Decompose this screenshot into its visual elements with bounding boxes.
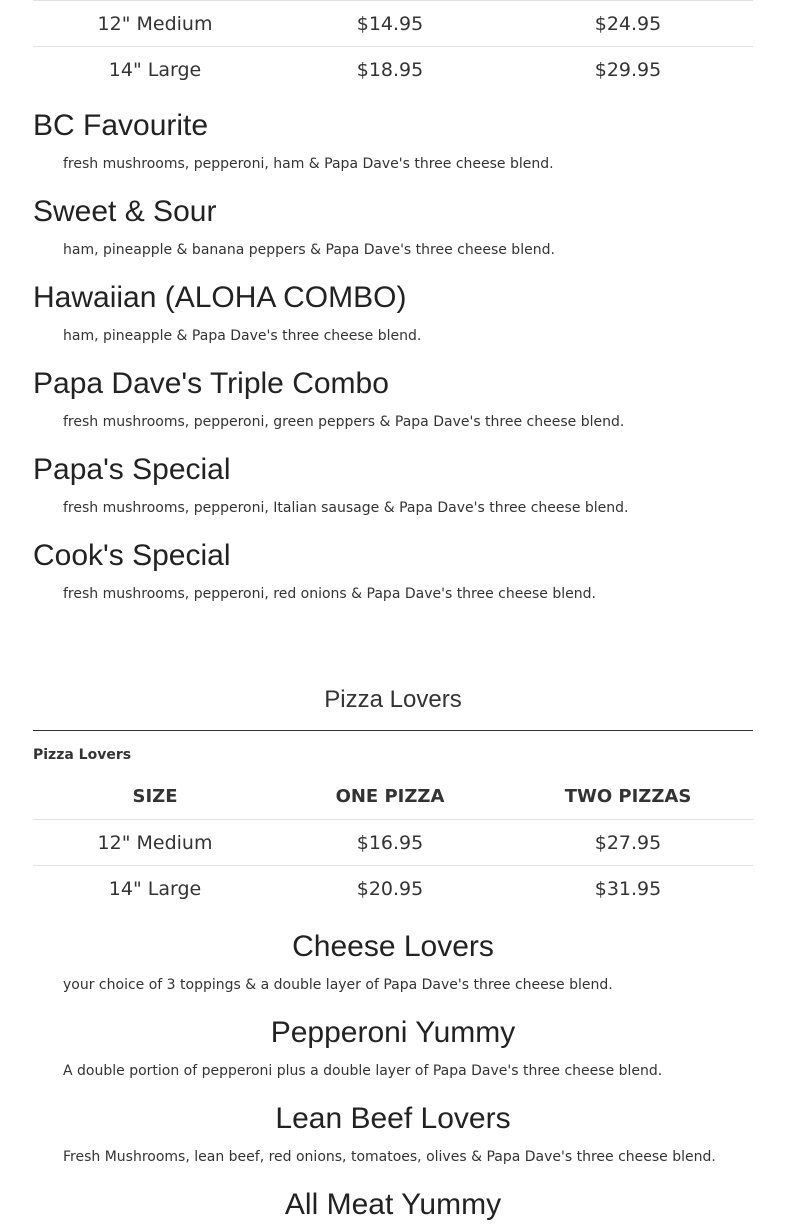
column-header-two-pizzas: TWO PIZZAS [564, 786, 692, 807]
menu-item-description: fresh mushrooms, pepperoni, red onions & Papa Dave's three cheese blend. [63, 586, 596, 602]
one-pizza-price: $14.95 [277, 1, 503, 47]
menu-item-description: A double portion of pepperoni plus a double layer of Papa Dave's three cheese blend. [63, 1063, 663, 1079]
two-pizzas-price: $29.95 [503, 47, 753, 93]
table-row [33, 866, 753, 912]
menu-item-description: ham, pineapple & Papa Dave's three cheese blend. [63, 328, 422, 344]
table-row [33, 47, 753, 93]
menu-item-description: fresh mushrooms, pepperoni, Italian sausage & Papa Dave's three cheese blend. [63, 500, 629, 516]
menu-item-title: Hawaiian (ALOHA COMBO) [33, 281, 407, 314]
menu-item-title: Papa's Special [33, 453, 231, 486]
size-cell: 12" Medium [33, 820, 277, 866]
size-cell: 14" Large [33, 47, 277, 93]
menu-item-title: Papa Dave's Triple Combo [33, 367, 389, 400]
size-cell: 12" Medium [33, 1, 277, 47]
menu-item-title: Cheese Lovers [292, 930, 494, 963]
menu-item-title: Lean Beef Lovers [275, 1102, 511, 1135]
price-table-top [33, 0, 753, 92]
one-pizza-price: $18.95 [277, 47, 503, 93]
table-row [33, 820, 753, 866]
table-caption: Pizza Lovers [33, 747, 132, 763]
table-row [33, 1, 753, 47]
price-table-pizza-lovers [33, 774, 753, 911]
column-header-one-pizza: ONE PIZZA [335, 786, 445, 807]
menu-item-title: All Meat Yummy [284, 1188, 502, 1221]
menu-item-description: fresh mushrooms, pepperoni, ham & Papa Dave's three cheese blend. [63, 156, 554, 172]
menu-item-description: Fresh Mushrooms, lean beef, red onions, tomatoes, olives & Papa Dave's three cheese blend. [63, 1149, 716, 1165]
one-pizza-price: $20.95 [277, 866, 503, 912]
one-pizza-price: $16.95 [277, 820, 503, 866]
menu-item-title: Sweet & Sour [33, 195, 217, 228]
size-cell: 14" Large [33, 866, 277, 912]
menu-item-title: BC Favourite [33, 109, 209, 142]
table-header-row [33, 774, 753, 820]
menu-item-description: your choice of 3 toppings & a double layer of Papa Dave's three cheese blend. [63, 977, 613, 993]
section-heading: Pizza Lovers [324, 686, 462, 713]
two-pizzas-price: $27.95 [503, 820, 753, 866]
menu-item-title: Pepperoni Yummy [270, 1016, 516, 1049]
menu-item-title: Cook's Special [33, 539, 231, 572]
two-pizzas-price: $24.95 [503, 1, 753, 47]
menu-item-description: ham, pineapple & banana peppers & Papa Dave's three cheese blend. [63, 242, 555, 258]
column-header-size: SIZE [132, 786, 178, 807]
menu-item-description: fresh mushrooms, pepperoni, green peppers & Papa Dave's three cheese blend. [63, 414, 625, 430]
two-pizzas-price: $31.95 [503, 866, 753, 912]
section-divider [33, 730, 753, 731]
